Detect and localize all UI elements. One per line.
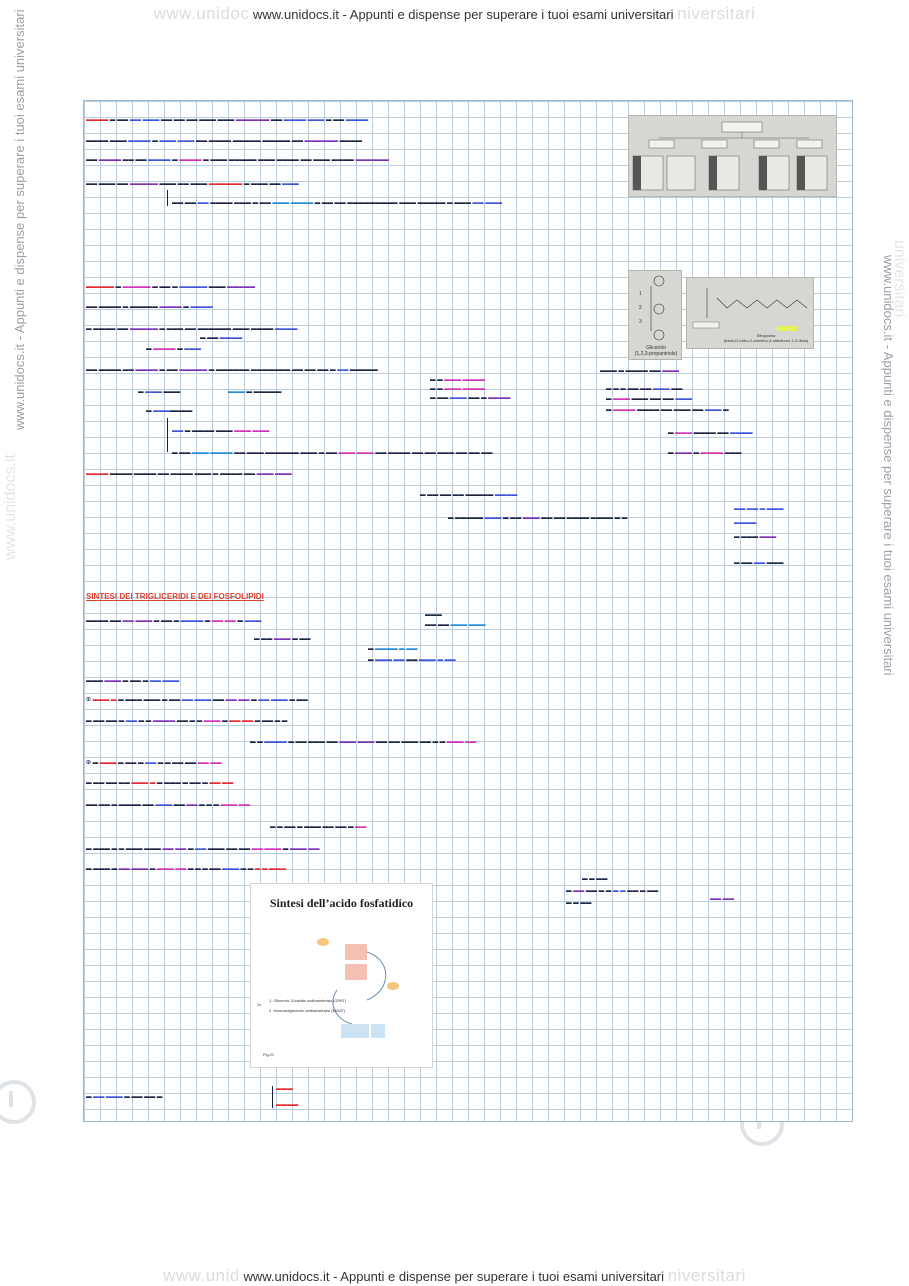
note-line: ▬▬▬▬ ▬▬ ▬▬ ▬▬▬ ▬ ▬▬ ▬ ▬▬▬▬ ▬ ▬▬ ▬▬ ▬ ▬▬▬ — [86, 618, 262, 624]
side-watermark-right: www.unidocs.it - Appunti e dispense per superare i tuoi esami universitari — [881, 255, 896, 676]
note-line: ▬▬ ▬▬ ▬▬▬ ▬▬▬ — [425, 622, 486, 628]
note-line: ▬▬▬ — [276, 1086, 293, 1092]
note-brace — [167, 418, 168, 452]
note-line: ▬ ▬▬ ▬▬ ▬ ▬▬ ▬ ▬ ▬▬▬▬ ▬▬ ▬ ▬ ▬▬▬ ▬ ▬▬ ▬▬ ▬ ▬▬ ▬ ▬ — [86, 718, 288, 724]
footer-ghost-right: niversitari — [667, 1266, 746, 1285]
note-line: ▬▬▬ ▬ ▬▬▬▬ ▬▬ ▬▬▬ — [600, 368, 679, 374]
note-line: ▬ ▬▬▬▬▬▬▬ — [146, 408, 193, 414]
note-line: ▬ ▬▬ ▬▬▬ ▬ ▬▬ — [254, 636, 311, 642]
note-line: ▬▬ ▬▬▬▬ ▬▬ ▬▬ ▬▬▬▬ ▬ ▬▬▬▬ ▬ ▬▬▬ ▬▬▬▬▬ ▬▬▬ ▬▬▬▬ ▬▬ ▬▬▬ ▬▬▬▬ ▬▬▬▬▬▬ — [86, 157, 390, 163]
note-line: ▬▬ ▬▬ ▬ ▬▬▬▬ ▬▬ ▬▬▬ ▬▬ ▬▬ ▬ ▬ ▬ ▬▬▬ ▬▬ — [86, 802, 251, 808]
footer-ghost-left: www.unid — [163, 1266, 240, 1285]
note-line: ▬ ▬▬ ▬▬ ▬▬ ▬▬▬▬▬ ▬▬▬▬ — [420, 492, 518, 498]
note-line: ▬▬ ▬▬▬▬ ▬ ▬▬▬▬▬ ▬▬▬▬ ▬ ▬▬▬▬ — [86, 304, 213, 310]
note-line: ▬▬▬ ▬▬▬ ▬ ▬▬ ▬ ▬▬ ▬▬▬ — [86, 678, 180, 684]
note-line: ▬ ▬ ▬ ▬▬ ▬▬ ▬▬▬ ▬▬ — [606, 386, 683, 392]
header-ghost-right: niversitari — [677, 4, 756, 23]
note-line: ▬ ▬▬ ▬▬ ▬ ▬ ▬ ▬ ▬▬ ▬ ▬▬ — [566, 888, 659, 894]
note-line: ▬ ▬▬▬ ▬ ▬▬ ▬▬▬ ▬ ▬▬▬ ▬▬ ▬ ▬ ▬ ▬▬ ▬▬▬ ▬ ▬ ▬ ▬ ▬▬▬ — [86, 866, 286, 872]
note-line: ▬ ▬▬▬ ▬▬▬ — [138, 389, 181, 395]
svg-text:1: 1 — [639, 291, 642, 297]
note-line: ▬▬▬▬ ▬▬▬▬ ▬▬▬▬ ▬▬ ▬▬▬▬ ▬▬▬ ▬ ▬▬▬▬ ▬▬ ▬▬▬ ▬▬▬ — [86, 471, 292, 477]
note-line: ▬ ▬ ▬▬ — [582, 876, 608, 882]
glycerol-photo — [628, 270, 682, 360]
note-line: ▬ ▬▬▬▬ ▬ ▬▬▬ — [146, 346, 202, 352]
note-line: ▬ ▬▬ ▬▬ ▬▬ ▬▬▬ ▬ ▬ ▬▬▬ ▬ ▬▬ ▬ ▬▬ ▬▬ — [86, 780, 234, 786]
note-line: ② ▬ ▬▬▬ ▬ ▬▬ ▬ ▬▬ ▬ ▬ ▬▬ ▬▬ ▬▬ ▬▬ — [86, 760, 222, 766]
header-ghost-left: www.unidoc — [153, 4, 250, 23]
note-line: ▬ ▬▬ ▬▬▬ ▬▬▬▬ ▬▬ ▬▬▬ ▬▬▬▬▬▬ ▬▬▬ ▬ ▬▬ ▬▬▬ ▬▬▬ ▬▬ ▬▬▬▬ ▬▬ ▬▬ ▬▬▬ ▬▬ ▬▬ ▬▬ — [172, 450, 493, 456]
note-line: ▬ ▬▬ ▬▬▬ ▬ ▬▬ ▬▬ ▬ — [86, 1094, 163, 1100]
notes-sheet — [83, 100, 853, 1122]
note-line: ▬ ▬▬ ▬▬▬▬ — [200, 335, 243, 341]
note-line: ▬▬ ▬▬▬▬ ▬▬ ▬▬▬▬ ▬ ▬▬ ▬▬▬▬▬ ▬ ▬▬▬▬▬▬ ▬▬▬▬▬▬▬ ▬▬ ▬▬ ▬▬ ▬ ▬▬ ▬▬▬▬▬ — [86, 367, 378, 373]
pathway-diagram-icon — [307, 920, 417, 1050]
footer-text: www.unidocs.it - Appunti e dispense per superare i tuoi esami universitari — [243, 1269, 665, 1284]
svg-text:2: 2 — [639, 305, 642, 311]
note-brace — [272, 1086, 273, 1108]
figure-enzyme-1: 1. Glicerolo-3-fosfato aciltransferasi (GPAT) — [269, 998, 346, 1003]
note-line: ▬ ▬▬ ▬▬▬ ▬▬ ▬ ▬▬▬▬ — [430, 395, 511, 401]
note-line: ▬▬▬▬ ▬▬▬ ▬▬▬▬ ▬ ▬▬▬ ▬▬▬ ▬▬ ▬▬▬▬ ▬▬▬▬▬ ▬▬▬▬▬ ▬▬ ▬▬▬▬▬▬ ▬▬▬▬ — [86, 138, 362, 144]
note-line: ▬▬ ▬▬ — [710, 896, 734, 902]
note-line: ▬ ▬ ▬▬ ▬ ▬▬▬ ▬▬ ▬▬ ▬ ▬▬ — [270, 824, 367, 830]
note-line: ▬ ▬▬▬ ▬▬ ▬▬ ▬▬▬ ▬ ▬▬ — [368, 657, 456, 663]
note-line: ▬ ▬ ▬▬ — [566, 900, 592, 906]
note-line: ▬▬▬ ▬ ▬▬▬▬▬ — [228, 389, 282, 395]
note-brace — [167, 190, 168, 206]
sphingosine-photo — [686, 277, 814, 349]
note-line: ▬▬▬▬▬ ▬ ▬▬▬▬▬ ▬ ▬▬ ▬ ▬▬▬▬▬ ▬▬▬ ▬▬▬▬▬ — [86, 284, 256, 290]
page-header — [0, 4, 909, 24]
note-line: ▬▬▬▬ ▬ ▬▬ ▬▬ ▬▬▬ ▬▬ ▬▬ ▬▬ ▬▬▬ ▬▬▬ ▬▬▬▬▬▬ ▬▬ ▬▬▬▬ ▬▬▬ ▬ ▬▬ ▬▬▬▬ — [86, 117, 369, 123]
side-watermark-right-ghost: universitari — [891, 240, 908, 318]
phosphatidic-acid-figure — [250, 883, 433, 1068]
glycerol-caption: Glicerolo (1,2,3-propantriolo) — [634, 345, 678, 357]
figure-enzyme-2: 2. Monoacilglicerolo aciltransferasi (MGAT) — [269, 1008, 346, 1013]
note-line: ▬▬ ▬▬ ▬ ▬▬▬ — [734, 506, 784, 512]
figure-brace-label: 2x — [257, 1002, 262, 1007]
page-footer — [0, 1266, 909, 1286]
side-watermark-left-ghost: www.unidocs.it — [2, 454, 19, 560]
sphingosine-caption: Sfingosina (trans-D-eritro-2-ammino-4-ottadecen-1,3-diolo) — [723, 333, 809, 343]
note-line: ▬ ▬▬▬ ▬▬▬▬ ▬▬ ▬▬▬▬ — [668, 430, 753, 436]
header-text: www.unidocs.it - Appunti e dispense per superare i tuoi esami universitari — [252, 7, 674, 22]
note-line: ▬▬▬▬ — [276, 1102, 299, 1108]
section-heading: SINTESI DEI TRIGLICERIDI E DEI FOSFOLIPIDI — [86, 592, 264, 601]
note-line: ▬ ▬▬ ▬▬ ▬▬▬ — [734, 560, 784, 566]
note-line: ▬ ▬▬▬▬ ▬▬ ▬▬▬▬▬ ▬ ▬▬▬ ▬▬ ▬▬▬▬▬▬ ▬▬▬ ▬▬▬▬ ▬▬▬▬ — [86, 326, 298, 332]
note-line: ▬ ▬▬▬ ▬▬▬ — [734, 534, 777, 540]
note-line: ▬ ▬▬▬▬ ▬ ▬▬ — [368, 646, 418, 652]
note-line: ▬ ▬ ▬▬▬ ▬▬▬▬ — [430, 386, 486, 392]
watermark-logo-icon — [0, 1080, 36, 1124]
lipid-classification-photo — [628, 115, 837, 197]
note-line: ▬▬▬▬ — [734, 520, 757, 526]
note-line: ▬ ▬▬▬ ▬ ▬▬▬▬ ▬▬▬ — [668, 450, 742, 456]
side-watermark-left: www.unidocs.it - Appunti e dispense per superare i tuoi esami universitari — [12, 9, 27, 430]
figure-label: Fig.21 — [263, 1052, 275, 1057]
note-line: ▬▬ ▬▬▬ ▬▬ ▬▬▬▬▬ ▬▬▬ ▬▬ ▬▬▬ ▬▬▬▬▬▬ ▬ ▬▬▬ ▬▬ ▬▬▬ — [86, 181, 299, 187]
svg-text:3: 3 — [639, 319, 642, 325]
note-line: ▬ ▬▬▬ ▬ ▬ ▬▬▬ ▬▬▬ ▬▬ ▬▬ ▬ ▬▬ ▬▬▬ ▬▬ ▬▬ ▬▬ ▬▬▬ ▬ ▬▬▬ ▬▬ — [86, 846, 320, 852]
note-line: ▬▬ ▬▬ ▬▬ ▬▬▬▬ ▬▬▬ ▬ ▬▬ ▬▬▬ ▬▬▬▬ ▬ ▬▬ ▬▬ ▬▬▬▬▬▬▬▬▬ ▬▬▬ ▬▬▬▬▬ ▬ ▬▬▬ ▬▬ ▬▬▬ — [172, 200, 503, 206]
note-line: ▬ ▬▬▬▬ ▬▬▬▬ ▬▬ ▬▬▬ ▬▬ ▬▬▬ ▬ — [606, 407, 729, 413]
note-line: ① ▬▬▬ ▬ ▬ ▬▬▬ ▬▬▬ ▬ ▬▬ ▬▬ ▬▬▬ ▬▬ ▬▬ ▬▬ ▬ ▬▬ ▬▬▬ ▬ ▬▬ — [86, 697, 308, 703]
note-line: ▬ ▬▬▬▬▬ ▬▬▬ ▬ ▬▬ ▬▬▬ ▬▬ ▬▬ ▬▬▬▬ ▬▬▬▬ ▬ ▬ — [448, 515, 628, 521]
note-line: ▬ ▬▬▬ ▬▬▬ ▬▬ ▬▬ ▬▬▬ — [606, 396, 693, 402]
note-line: ▬▬ ▬ ▬▬▬▬ ▬▬▬ ▬▬▬ ▬▬▬ — [172, 428, 270, 434]
figure-title: Sintesi dell’acido fosfatidico — [269, 896, 414, 910]
note-line: ▬▬▬ — [425, 612, 442, 618]
note-line: ▬ ▬ ▬▬▬ ▬▬▬▬ — [430, 377, 486, 383]
classification-tree-icon — [629, 116, 836, 196]
note-line: ▬ ▬ ▬▬▬▬ ▬ ▬▬ ▬▬▬ ▬▬ ▬▬▬ ▬▬▬ ▬▬ ▬▬ ▬▬▬ ▬▬ ▬ ▬ ▬▬▬ ▬▬ — [250, 739, 477, 745]
